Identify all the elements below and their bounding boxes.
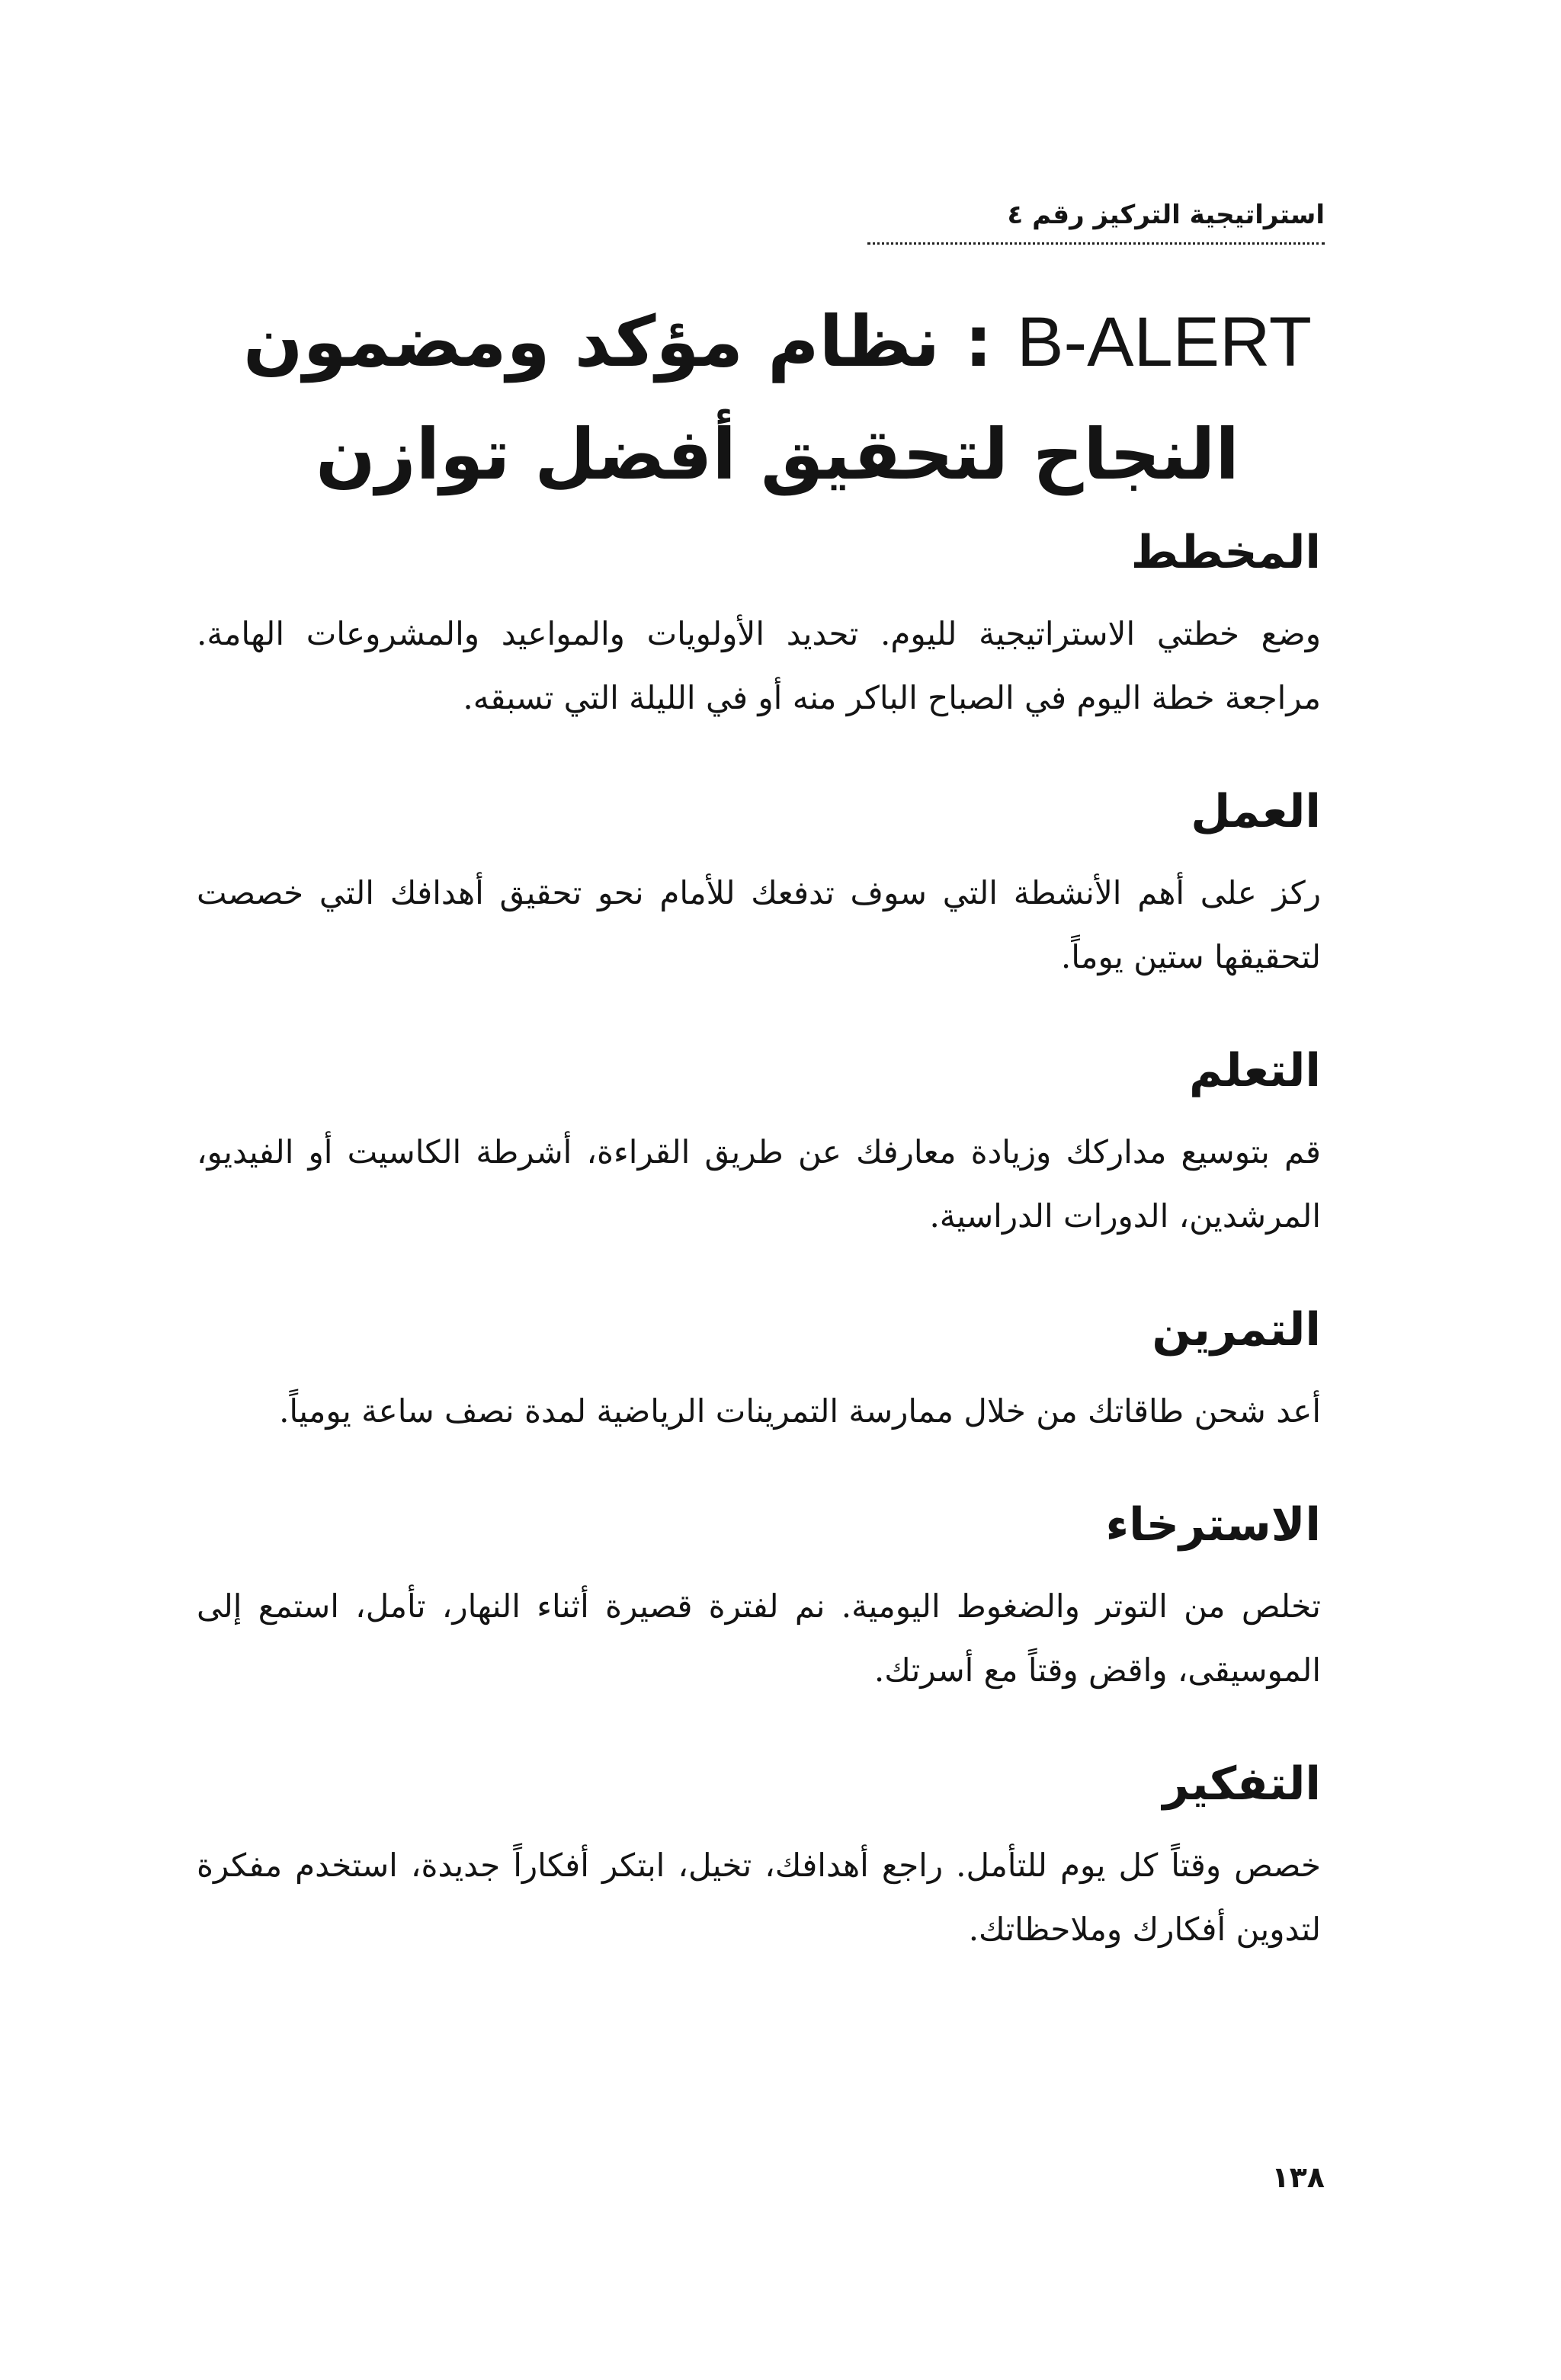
running-header: استراتيجية التركيز رقم ٤ bbox=[1007, 200, 1325, 230]
section-body: أعد شحن طاقاتك من خلال ممارسة التمرينات الرياضية لمدة نصف ساعة يومياً. bbox=[279, 1392, 1321, 1430]
page-content bbox=[197, 518, 1321, 2009]
title-acronym: B-ALERT bbox=[1017, 303, 1312, 381]
section-heading: المخطط bbox=[1130, 526, 1321, 579]
section-action bbox=[197, 777, 1321, 989]
title-line-2: النجاح لتحقيق أفضل توازن bbox=[316, 414, 1239, 495]
section-body: قم بتوسيع مداركك وزيادة معارفك عن طريق القراءة، أشرطة الكاسيت أو الفيديو، المرشدين، الدورات الدراسية. bbox=[197, 1133, 1321, 1235]
page-number: ١٣٨ bbox=[1271, 2161, 1325, 2194]
section-body: ركز على أهم الأنشطة التي سوف تدفعك للأمام نحو تحقيق أهدافك التي خصصت لتحقيقها ستين يوماً. bbox=[197, 874, 1321, 975]
title-line-1-text: نظام مؤكد ومضمون bbox=[243, 301, 941, 383]
header-rule bbox=[867, 242, 1325, 245]
section-thinking bbox=[197, 1750, 1321, 1962]
section-heading: التعلم bbox=[1189, 1044, 1321, 1097]
section-heading: الاسترخاء bbox=[1105, 1498, 1321, 1552]
section-plan bbox=[197, 518, 1321, 730]
section-heading: التمرين bbox=[1152, 1303, 1321, 1357]
section-body: تخلص من التوتر والضغوط اليومية. نم لفترة قصيرة أثناء النهار، تأمل، استمع إلى الموسيقى، واقض وقتاً مع أسرتك. bbox=[197, 1587, 1321, 1689]
section-learning bbox=[197, 1036, 1321, 1248]
title-separator: : bbox=[964, 301, 993, 383]
section-body: وضع خطتي الاستراتيجية لليوم. تحديد الأولويات والمواعيد والمشروعات الهامة. مراجعة خطة اليوم في الصباح الباكر منه أو في الليلة التي تسبقه. bbox=[197, 615, 1321, 716]
section-exercise bbox=[197, 1296, 1321, 1443]
section-relaxation bbox=[197, 1491, 1321, 1703]
title-line-1 bbox=[206, 286, 1349, 399]
section-heading: التفكير bbox=[1162, 1757, 1321, 1811]
page-title bbox=[206, 286, 1349, 511]
section-heading: العمل bbox=[1191, 785, 1321, 838]
section-body: خصص وقتاً كل يوم للتأمل. راجع أهدافك، تخيل، ابتكر أفكاراً جديدة، استخدم مفكرة لتدوين أفكارك وملاحظاتك. bbox=[197, 1847, 1321, 1948]
